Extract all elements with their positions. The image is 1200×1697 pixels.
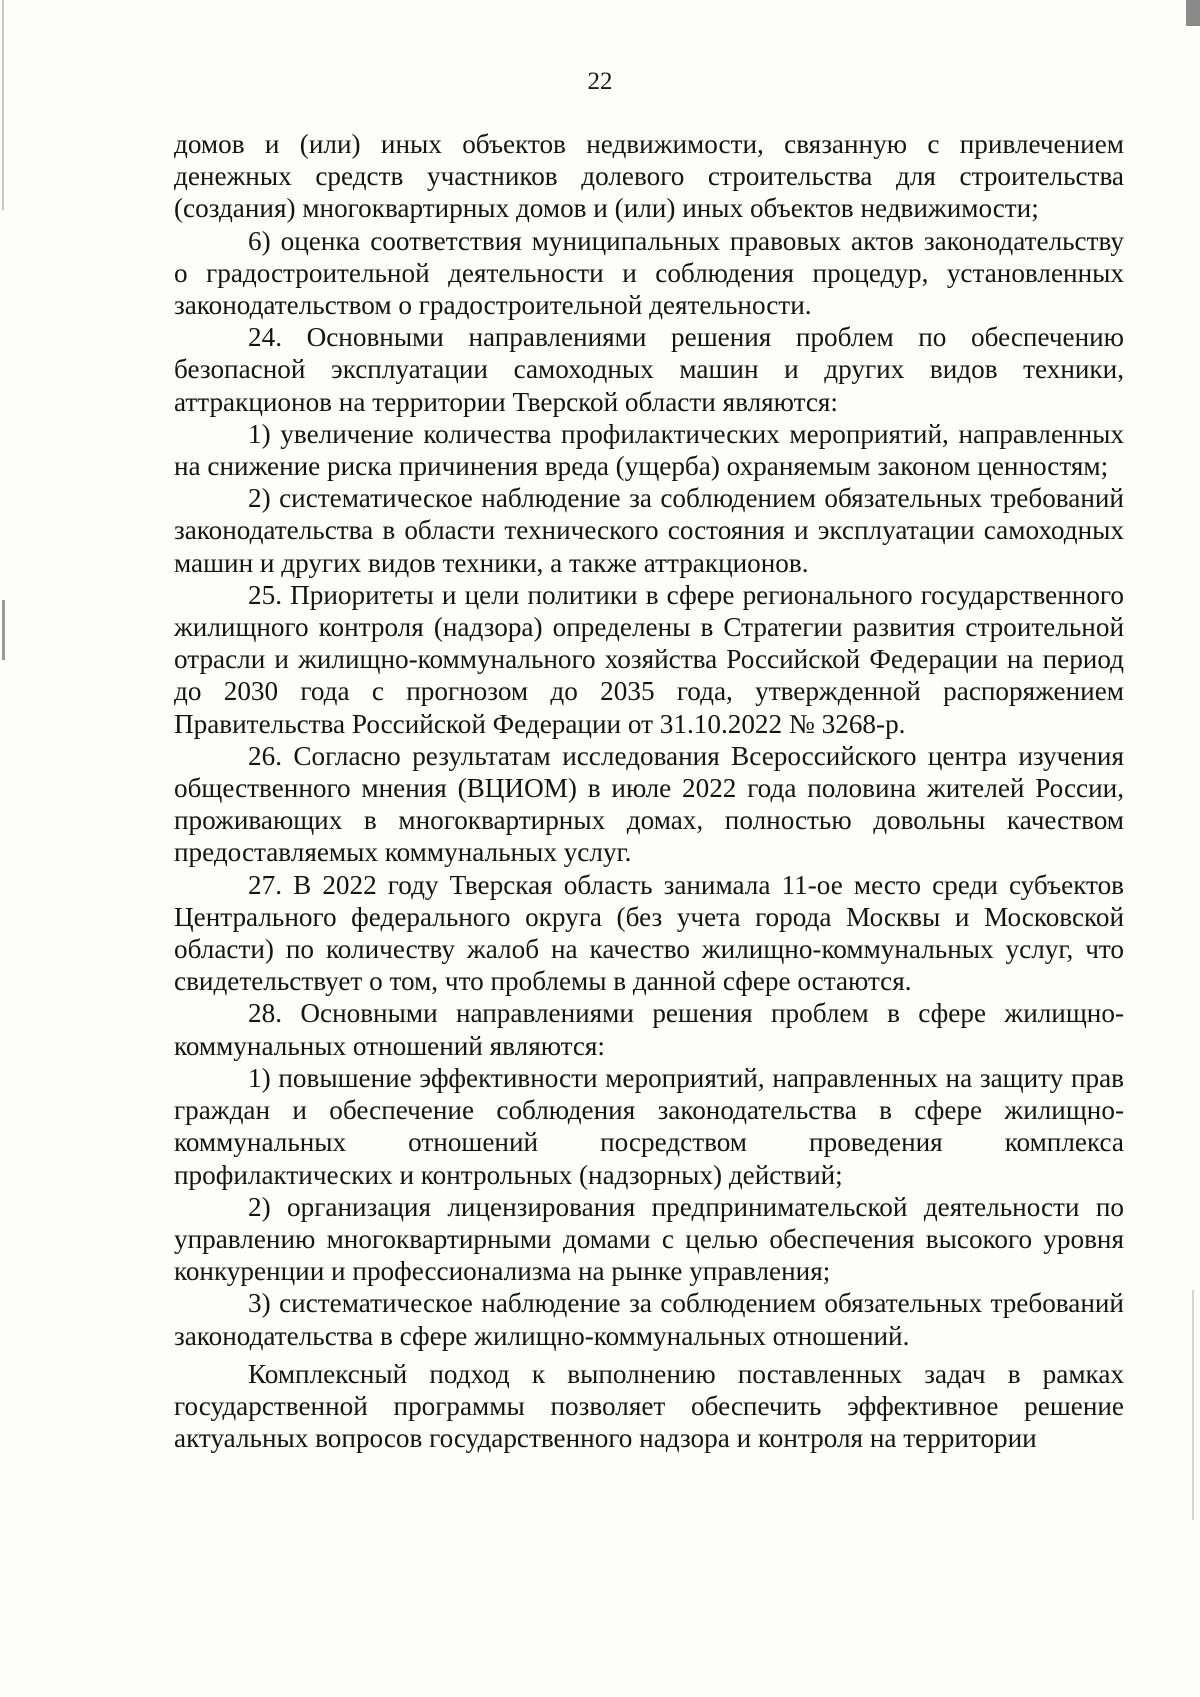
paragraph: 3) систематическое наблюдение за соблюдением обязательных требований законодательства в сфере жилищно-коммунальных отношений. (174, 1288, 1124, 1351)
paragraph: 2) организация лицензирования предпринимательской деятельности по управлению многоквартирными домами с целью обеспечения высокого уровня конкуренции и профессионализма на рынке управления; (174, 1191, 1124, 1287)
page-number: 22 (587, 68, 613, 95)
scan-edge-line (1192, 1290, 1194, 1520)
paragraph: 26. Согласно результатам исследования Всероссийского центра изучения общественного мнения (ВЦИОМ) в июле 2022 года половина жителей России, проживающих в многоквартирных домах, полностью довольны качеством предоставляемых коммунальных услуг. (174, 740, 1124, 868)
paragraph: 2) систематическое наблюдение за соблюдением обязательных требований законодательства в области технического состояния и эксплуатации самоходных машин и других видов техники, а также аттракционов. (174, 483, 1124, 578)
scan-edge-line (2, 600, 5, 660)
paragraph: Комплексный подход к выполнению поставленных задач в рамках государственной программы позволяет обеспечить эффективное решение актуальных вопросов государственного надзора и контроля на территории (174, 1358, 1124, 1454)
paragraph: 1) увеличение количества профилактических мероприятий, направленных на снижение риска причинения вреда (ущерба) охраняемым законом ценностям; (174, 418, 1124, 482)
paragraph: 27. В 2022 году Тверская область занимала 11-ое место среди субъектов Центрального федерального округа (без учета города Москвы и Московской области) по количеству жалоб на качество жилищно-коммунальных услуг, что свидетельствует о том, что проблемы в данной сфере остаются. (174, 869, 1124, 997)
paragraph: 28. Основными направлениями решения проблем в сфере жилищно-коммунальных отношений являются: (174, 998, 1124, 1061)
paragraph: домов и (или) иных объектов недвижимости, связанную с привлечением денежных средств участников долевого строительства для строительства (создания) многоквартирных домов и (или) иных объектов недвижимости; (174, 129, 1124, 224)
scan-edge-line (2, 0, 4, 210)
paragraph: 6) оценка соответствия муниципальных правовых актов законодательству о градостроительной деятельности и соблюдения процедур, установленных законодательством о градостроительной деятельности. (174, 225, 1124, 321)
scan-corner-mark (1186, 0, 1200, 26)
paragraph: 24. Основными направлениями решения проблем по обеспечению безопасной эксплуатации самоходных машин и других видов техники, аттракционов на территории Тверской области являются: (174, 322, 1124, 417)
paragraph: 1) повышение эффективности мероприятий, направленных на защиту прав граждан и обеспечение соблюдения законодательства в сфере жилищно-коммунальных отношений посредством проведения комплекса профилактических и контрольных (надзорных) действий; (174, 1062, 1124, 1190)
document-body (174, 128, 1124, 1454)
paragraph: 25. Приоритеты и цели политики в сфере регионального государственного жилищного контроля (надзора) определены в Стратегии развития строительной отрасли и жилищно-коммунального хозяйства Российской Федерации на период до 2030 года с прогнозом до 2035 года, утвержденной распоряжением Правительства Российской Федерации от 31.10.2022 № 3268-р. (174, 579, 1124, 739)
